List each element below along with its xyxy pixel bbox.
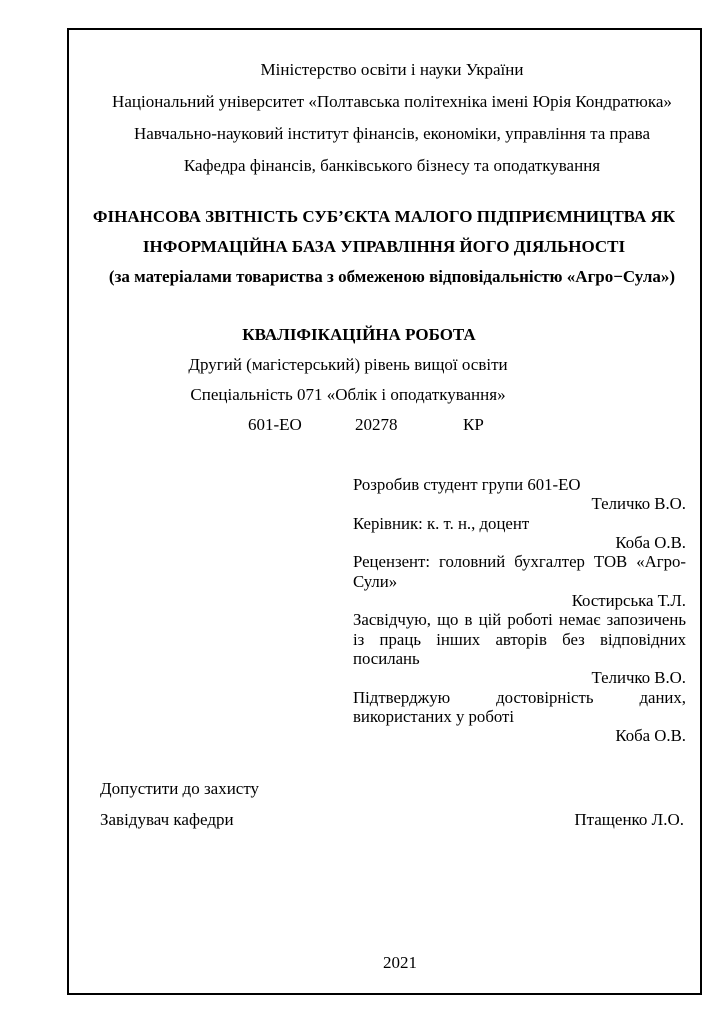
university-line: Національний університет «Полтавська політехніка імені Юрія Кондратюка» <box>112 92 672 111</box>
sig-declaration-line-3: посилань <box>353 649 420 669</box>
sig-declaration-name: Теличко В.О. <box>591 668 686 688</box>
department-head-title: Завідувач кафедри <box>100 810 234 829</box>
group-code: 601-ЕО <box>248 415 302 434</box>
sig-confirmation-line-2: використаних у роботі <box>353 707 515 727</box>
sig-confirmation-name: Коба О.В. <box>615 726 686 746</box>
sig-supervisor-line: Керівник: к. т. н., доцент <box>353 513 530 533</box>
record-number: 20278 <box>355 415 398 434</box>
institution-header <box>100 54 684 182</box>
sig-declaration-line-2: із праць інших авторів без відповідних <box>353 629 686 649</box>
institute-line: Навчально-науковий інститут фінансів, економіки, управління та права <box>133 124 651 143</box>
department-line: Кафедра фінансів, банківського бізнесу та оподаткування <box>183 156 601 175</box>
work-title-line-2: ІНФОРМАЦІЙНА БАЗА УПРАВЛІННЯ ЙОГО ДІЯЛЬНОСТІ <box>142 237 626 256</box>
sig-reviewer-line-2: Сули» <box>353 571 398 591</box>
department-head-name: Птащенко Л.О. <box>574 810 684 829</box>
year-label: 2021 <box>383 953 417 972</box>
sig-supervisor-name: Коба О.В. <box>615 533 686 553</box>
work-subtitle: (за матеріалами товариства з обмеженою відповідальністю «Агро−Сула») <box>108 267 676 286</box>
education-level: Другий (магістерський) рівень вищої освіти <box>188 355 508 374</box>
sig-developer-name: Теличко В.О. <box>591 494 686 514</box>
codes-row <box>0 410 724 440</box>
permit-to-defense-line: Допустити до захисту <box>100 779 260 798</box>
signatures-block <box>353 475 686 746</box>
work-title-line-1: ФІНАНСОВА ЗВІТНІСТЬ СУБ’ЄКТА МАЛОГО ПІДПРИЄМНИЦТВА ЯК <box>92 207 676 226</box>
sig-declaration-line-1: Засвідчую, що в цій роботі немає запозичень <box>353 610 686 630</box>
sig-reviewer-name: Костирська Т.Л. <box>571 591 686 611</box>
department-head-row <box>100 804 684 835</box>
specialty-line: Спеціальність 071 «Облік і оподаткування» <box>190 385 506 404</box>
sig-developer-line: Розробив студент групи 601-ЕО <box>353 475 581 494</box>
work-title <box>66 202 702 262</box>
ministry-line: Міністерство освіти і науки України <box>260 60 524 79</box>
qualification-heading: КВАЛІФІКАЦІЙНА РОБОТА <box>242 325 476 344</box>
sig-reviewer-line-1: Рецензент: головний бухгалтер ТОВ «Агро- <box>353 552 686 572</box>
sig-confirmation-line-1: Підтверджую достовірність даних, <box>353 687 686 707</box>
work-type-code: КР <box>463 415 484 434</box>
